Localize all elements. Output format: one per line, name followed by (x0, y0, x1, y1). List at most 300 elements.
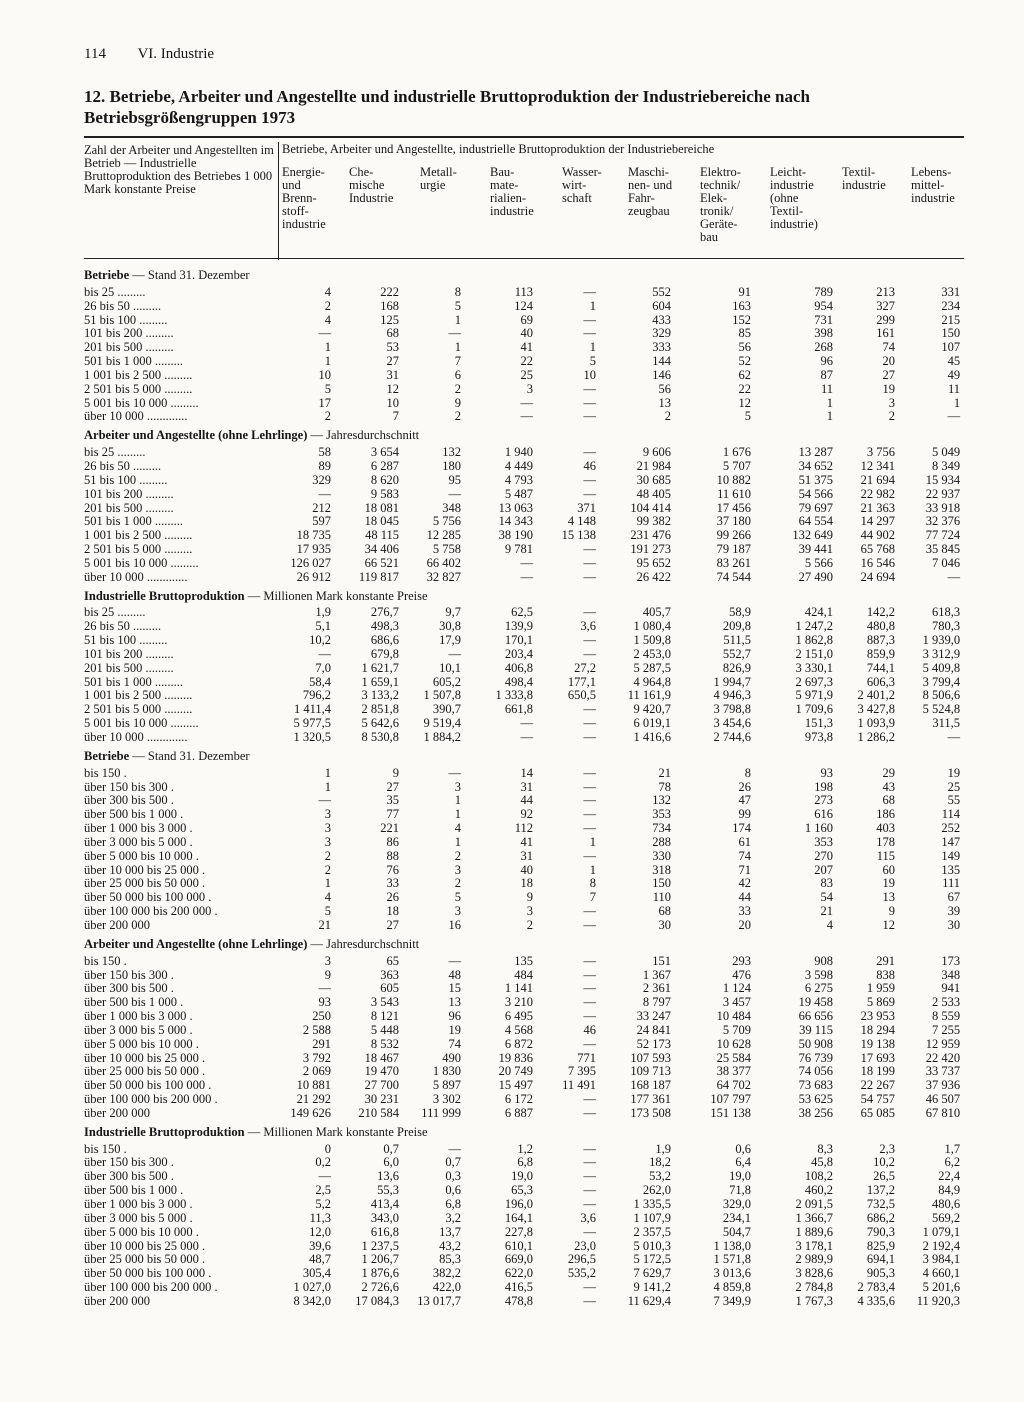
table-cell: 0,7 (383, 1142, 399, 1156)
table-cell: 1 940 (504, 446, 533, 460)
table-cell: 4 (454, 822, 461, 836)
table-cell: 58 (318, 446, 331, 460)
table-cell: 114 (941, 808, 961, 822)
table-cell: — (583, 1010, 596, 1024)
table-cell: 135 (941, 863, 961, 877)
table-cell: 1 206,7 (361, 1253, 399, 1267)
table-cell: 2 357,5 (633, 1225, 671, 1239)
table-cell: 27 (386, 918, 399, 932)
table-cell: 31 (386, 368, 399, 382)
table-cell: 203,4 (504, 647, 533, 661)
table-row (84, 410, 964, 424)
table-cell: 5 642,6 (361, 717, 399, 731)
section-subtitle: — Millionen Mark konstante Preise (244, 1124, 428, 1139)
table-cell: 2 (454, 849, 461, 863)
table-cell: 661,8 (504, 703, 533, 717)
table-cell: 18 (386, 905, 399, 919)
table-cell: 4 568 (504, 1023, 533, 1037)
row-label: 26 bis 50 ......... (84, 459, 162, 473)
table-cell: 150 (941, 327, 961, 341)
table-cell: 4 449 (504, 459, 533, 473)
table-cell: 9 420,7 (633, 703, 671, 717)
table-cell: 38 190 (498, 529, 533, 543)
table-cell: 234,1 (722, 1211, 751, 1225)
table-cell: — (583, 794, 596, 808)
table-cell: 1 659,1 (361, 675, 399, 689)
table-cell: 65 768 (860, 543, 895, 557)
table-cell: 14 343 (498, 515, 533, 529)
table-cell: 2 091,5 (795, 1198, 833, 1211)
table-cell: 2 588 (302, 1023, 331, 1037)
table-cell: 9 519,4 (423, 717, 461, 731)
row-label: bis 25 ......... (84, 446, 146, 460)
table-row (84, 1226, 964, 1240)
table-cell: 151 138 (710, 1106, 751, 1120)
table-cell: 9 (526, 891, 533, 905)
table-row (84, 969, 964, 983)
table-cell: 311,5 (932, 717, 961, 731)
table-cell: — (583, 954, 596, 968)
table-cell: 905,3 (866, 1267, 895, 1281)
table-cell: 62,5 (511, 606, 533, 620)
table-cell: 124 (514, 299, 533, 313)
table-row (84, 850, 964, 864)
table-cell: 744,1 (866, 661, 895, 675)
table-cell: 84,9 (938, 1184, 961, 1198)
table-cell: 21 292 (296, 1093, 331, 1107)
table-cell: 132 (652, 794, 671, 808)
row-label: über 50 000 bis 100 000 . (84, 1267, 212, 1281)
table-cell: 18 045 (364, 515, 399, 529)
table-cell: — (583, 808, 596, 822)
table-cell: 53,2 (649, 1170, 671, 1184)
table-cell: 79 697 (798, 501, 833, 515)
table-cell: — (583, 982, 596, 996)
table-row (84, 1295, 964, 1309)
table-row (84, 606, 964, 620)
table-cell: 35 845 (925, 543, 961, 557)
table-cell: 27 490 (798, 570, 833, 584)
table-row (84, 822, 964, 836)
table-cell: 21 (318, 918, 331, 932)
table-cell: 291 (312, 1037, 331, 1051)
table-cell: 5 524,8 (922, 703, 961, 717)
table-cell: 1 416,6 (633, 731, 671, 744)
table-cell: 30 685 (636, 473, 671, 487)
table-cell: — (520, 570, 533, 584)
table-cell: 5 869 (866, 996, 895, 1010)
table-cell: 40 (520, 863, 533, 877)
table-cell: 771 (577, 1051, 596, 1065)
table-cell: 1 367 (642, 968, 671, 982)
table-cell: — (448, 487, 461, 501)
table-cell: 5 287,5 (633, 661, 671, 675)
table-cell: 10 881 (296, 1079, 331, 1093)
table-cell: 93 (820, 766, 833, 780)
table-cell: 108,2 (804, 1170, 833, 1184)
table-cell: 5 707 (722, 459, 751, 473)
table-cell: 58,9 (729, 606, 751, 620)
table-cell: 18 (520, 877, 533, 891)
table-cell: 9 583 (370, 487, 399, 501)
table-cell: 231 476 (630, 529, 671, 543)
table-cell: 45,8 (811, 1156, 833, 1170)
table-row (84, 1065, 964, 1079)
row-label: über 50 000 bis 100 000 . (84, 1079, 212, 1093)
table-cell: 10,2 (309, 634, 331, 648)
column-header-10: Lebens- mittel- industrie (911, 165, 955, 205)
table-cell: 1 366,7 (795, 1211, 833, 1225)
column-header-8: Leicht- industrie (ohne Textil- industrie) (770, 165, 818, 231)
table-cell: 329 (312, 473, 331, 487)
row-label: über 10 000 bis 25 000 . (84, 1239, 206, 1253)
table-cell: 2 533 (931, 996, 961, 1010)
table-cell: 5,2 (315, 1198, 331, 1211)
table-cell: — (583, 1142, 596, 1156)
table-cell: 5 409,8 (922, 661, 961, 675)
table-cell: 22 (738, 382, 751, 396)
table-cell: 66 402 (426, 556, 461, 570)
table-cell: 276,7 (370, 606, 399, 620)
table-cell: 48 405 (636, 487, 671, 501)
table-cell: 1 237,5 (361, 1239, 399, 1253)
table-row (84, 1024, 964, 1038)
table-cell: 3,6 (580, 1211, 596, 1225)
table-cell: 33 737 (925, 1065, 961, 1079)
table-cell: 0 (324, 1142, 331, 1156)
table-cell: 3 828,6 (795, 1267, 833, 1281)
table-cell: 107 797 (710, 1093, 751, 1107)
table-cell: 460,2 (804, 1184, 833, 1198)
table-cell: 17 (318, 396, 331, 410)
row-label: 26 bis 50 ......... (84, 299, 162, 313)
table-cell: 1 (589, 341, 596, 355)
table-cell: 1 959 (866, 982, 895, 996)
row-label: 1 001 bis 2 500 ......... (84, 689, 193, 703)
table-cell: 480,6 (931, 1198, 961, 1211)
table-cell: 74 056 (798, 1065, 833, 1079)
table-cell: 23,0 (574, 1239, 596, 1253)
table-cell: — (318, 982, 331, 996)
row-label: 5 001 bis 10 000 ......... (84, 556, 199, 570)
table-cell: 23 953 (860, 1010, 895, 1024)
table-row (84, 474, 964, 488)
row-label: über 1 000 bis 3 000 . (84, 1010, 193, 1024)
table-cell: 348 (941, 968, 961, 982)
table-cell: — (947, 731, 961, 744)
row-label: über 10 000 ............. (84, 570, 188, 584)
table-cell: — (583, 1170, 596, 1184)
table-cell: 686,2 (866, 1211, 895, 1225)
table-cell: 606,3 (866, 675, 895, 689)
table-cell: — (583, 996, 596, 1010)
table-cell: 48,7 (309, 1253, 331, 1267)
table-cell: 107 (941, 341, 961, 355)
table-row (84, 662, 964, 676)
row-label: über 25 000 bis 50 000 . (84, 1065, 206, 1079)
table-cell: 403 (876, 822, 895, 836)
table-cell: 27 700 (364, 1079, 399, 1093)
table-cell: 8 349 (931, 459, 961, 473)
table-row (84, 1170, 964, 1184)
table-cell: 2,5 (315, 1184, 331, 1198)
table-cell: 62 (738, 368, 751, 382)
row-label: 201 bis 500 ......... (84, 341, 174, 355)
table-cell: 1 830 (432, 1065, 461, 1079)
table-cell: 10 484 (716, 1010, 751, 1024)
row-label: über 500 bis 1 000 . (84, 808, 184, 822)
table-cell: 3 013,6 (713, 1267, 751, 1281)
row-label: über 100 000 bis 200 000 . (84, 905, 218, 919)
table-cell: 1 411,4 (293, 703, 331, 717)
table-cell: 3 (324, 954, 331, 968)
table-cell: 99 382 (636, 515, 671, 529)
table-cell: 9 (454, 396, 461, 410)
table-cell: 6 872 (504, 1037, 533, 1051)
table-cell: 66 656 (798, 1010, 833, 1024)
table-cell: 299 (876, 313, 895, 327)
table-cell: 3 (454, 863, 461, 877)
table-cell: 11 491 (562, 1079, 596, 1093)
table-cell: — (583, 717, 596, 731)
table-cell: 22 982 (860, 487, 895, 501)
table-cell: 480,8 (866, 620, 895, 634)
table-cell: — (448, 647, 461, 661)
table-cell: 2 (664, 410, 671, 424)
table-cell: 44 902 (860, 529, 895, 543)
table-cell: 18 467 (364, 1051, 399, 1065)
table-cell: 173 (941, 954, 961, 968)
table-cell: 291 (876, 954, 895, 968)
table-cell: 1 (953, 396, 961, 410)
table-cell: — (583, 556, 596, 570)
row-label: über 10 000 bis 25 000 . (84, 863, 206, 877)
row-label: über 200 000 (84, 918, 150, 932)
table-cell: 13 (448, 996, 461, 1010)
table-cell: 58,4 (309, 675, 331, 689)
column-header-7: Elektro- technik/ Elek- tronik/ Geräte- bau (700, 165, 741, 244)
table-cell: 3 (526, 905, 533, 919)
table-cell: 1 333,8 (495, 689, 533, 703)
table-cell: 6,8 (517, 1156, 533, 1170)
table-cell: 2 726,6 (361, 1281, 399, 1295)
table-cell: 168 (380, 299, 399, 313)
table-cell: 96 (820, 355, 833, 369)
table-cell: 149 (941, 849, 961, 863)
table-row (84, 676, 964, 690)
table-cell: — (583, 570, 596, 584)
table-cell: 498,4 (504, 675, 533, 689)
table-cell: 1 080,4 (633, 620, 671, 634)
row-label: 201 bis 500 ......... (84, 661, 174, 675)
table-cell: 9 (888, 905, 895, 919)
table-cell: 552 (652, 285, 671, 299)
table-cell: 6 (454, 368, 461, 382)
table-cell: 42 (738, 877, 751, 891)
table-cell: 19 (448, 1023, 461, 1037)
table-cell: 2 989,9 (795, 1253, 833, 1267)
table-cell: — (583, 1281, 596, 1295)
table-cell: 4 793 (504, 473, 533, 487)
table-cell: — (583, 968, 596, 982)
table-cell: 6 019,1 (633, 717, 671, 731)
table-cell: 1,2 (517, 1142, 533, 1156)
table-cell: 21 694 (860, 473, 895, 487)
section-heading (84, 933, 964, 955)
table-row (84, 286, 964, 300)
row-label: über 10 000 ............. (84, 410, 188, 424)
row-label: über 1 000 bis 3 000 . (84, 822, 193, 836)
table-cell: 1 124 (722, 982, 751, 996)
table-cell: 2 361 (642, 982, 671, 996)
table-cell: 424,1 (804, 606, 833, 620)
table-cell: 331 (941, 285, 961, 299)
table-cell: 3 799,4 (922, 675, 961, 689)
table-cell: — (583, 780, 596, 794)
table-cell: 11 (948, 382, 961, 396)
table-cell: 37 180 (716, 515, 751, 529)
row-label: über 150 bis 300 . (84, 780, 174, 794)
table-cell: 180 (442, 459, 461, 473)
table-cell: 8 (744, 766, 751, 780)
table-cell: 163 (732, 299, 751, 313)
header-bottom-rule (84, 258, 964, 259)
table-cell: — (448, 954, 461, 968)
table-cell: 679,8 (370, 647, 399, 661)
row-label: über 10 000 ............. (84, 731, 188, 744)
table-cell: 21 363 (860, 501, 895, 515)
table-cell: 41 (520, 835, 533, 849)
table-cell: 1 889,6 (795, 1225, 833, 1239)
table-cell: 48 115 (365, 529, 399, 543)
row-label: über 5 000 bis 10 000 . (84, 1225, 199, 1239)
table-cell: 29 (882, 766, 895, 780)
table-cell: 1 093,9 (857, 717, 895, 731)
table-cell: 1 335,5 (633, 1198, 671, 1211)
table-cell: 1 079,1 (922, 1225, 961, 1239)
table-cell: 293 (732, 954, 751, 968)
table-cell: 6 495 (504, 1010, 533, 1024)
table-cell: — (583, 606, 596, 620)
table-cell: 1 (454, 808, 461, 822)
table-cell: 604 (652, 299, 671, 313)
table-cell: — (583, 1184, 596, 1198)
table-row (84, 717, 964, 731)
table-cell: 2 851,8 (361, 703, 399, 717)
table-cell: 416,5 (504, 1281, 533, 1295)
table-row (84, 1212, 964, 1226)
table-cell: 13,6 (377, 1170, 399, 1184)
table-cell: 10 628 (716, 1037, 751, 1051)
table-cell: 0,6 (735, 1142, 751, 1156)
row-label: 501 bis 1 000 ......... (84, 355, 183, 369)
table-cell: 3 (454, 780, 461, 794)
table-cell: 14 297 (860, 515, 895, 529)
table-cell: 152 (732, 313, 751, 327)
table-cell: 150 (652, 877, 671, 891)
table-cell: 77 (386, 808, 399, 822)
table-cell: 8 620 (370, 473, 399, 487)
table-cell: — (947, 570, 961, 584)
table-cell: 353 (652, 808, 671, 822)
table-cell: — (583, 446, 596, 460)
table-cell: 18,2 (649, 1156, 671, 1170)
table-cell: 85 (738, 327, 751, 341)
table-cell: 95 652 (636, 556, 671, 570)
table-row (84, 515, 964, 529)
table-cell: 50 908 (798, 1037, 833, 1051)
section-subtitle: — Stand 31. Dezember (129, 748, 250, 763)
table-cell: — (520, 410, 533, 424)
table-cell: 268 (814, 341, 833, 355)
table-cell: 3 (324, 808, 331, 822)
table-cell: 111 999 (421, 1106, 461, 1120)
row-label: 501 bis 1 000 ......... (84, 515, 183, 529)
row-label: 51 bis 100 ......... (84, 313, 168, 327)
table-cell: 12,0 (309, 1225, 331, 1239)
table-cell: — (583, 918, 596, 932)
table-cell: 3 (888, 396, 895, 410)
table-cell: 1 939,0 (922, 634, 961, 648)
table-cell: 330 (652, 849, 671, 863)
table-cell: 68 (882, 794, 895, 808)
table-cell: 1 676 (722, 446, 751, 460)
table-cell: 132 649 (792, 529, 833, 543)
table-cell: 64 554 (798, 515, 833, 529)
row-label: 1 001 bis 2 500 ......... (84, 529, 193, 543)
table-cell: 68 (658, 905, 671, 919)
table-cell: — (520, 396, 533, 410)
table-cell: 2 453,0 (633, 647, 671, 661)
row-label: über 3 000 bis 5 000 . (84, 1023, 193, 1037)
table-cell: — (947, 410, 961, 424)
table-cell: — (520, 731, 533, 744)
table-cell: 1 709,6 (795, 703, 833, 717)
table-cell: 11,3 (309, 1211, 331, 1225)
table-cell: 1 141 (504, 982, 533, 996)
table-cell: 125 (380, 313, 399, 327)
row-label: über 300 bis 500 . (84, 982, 174, 996)
table-cell: 32 827 (426, 570, 461, 584)
table-cell: 390,7 (432, 703, 461, 717)
table-cell: 10 (583, 368, 596, 382)
table-cell: 5 (454, 891, 461, 905)
table-cell: 12 341 (860, 459, 895, 473)
table-cell: 15 (448, 982, 461, 996)
table-cell: 4 (826, 918, 833, 932)
table-cell: 65 (386, 954, 399, 968)
table-cell: — (583, 703, 596, 717)
row-label: über 5 000 bis 10 000 . (84, 849, 199, 863)
table-cell: 1 507,8 (423, 689, 461, 703)
table-cell: 31 (520, 780, 533, 794)
table-cell: 46 507 (925, 1093, 961, 1107)
table-cell: 2 (324, 299, 331, 313)
table-cell: 85,3 (439, 1253, 461, 1267)
table-cell: 12 (738, 396, 751, 410)
section-title (84, 264, 964, 286)
table-cell: 4 (324, 313, 331, 327)
table-cell: 19 470 (364, 1065, 399, 1079)
table-row (84, 877, 964, 891)
table-row (84, 327, 964, 341)
table-cell: 21 (820, 905, 833, 919)
table-cell: 597 (312, 515, 331, 529)
table-cell: 6,2 (944, 1156, 961, 1170)
table-cell: 198 (814, 780, 833, 794)
table-cell: 38 256 (798, 1106, 833, 1120)
table-cell: — (583, 1156, 596, 1170)
